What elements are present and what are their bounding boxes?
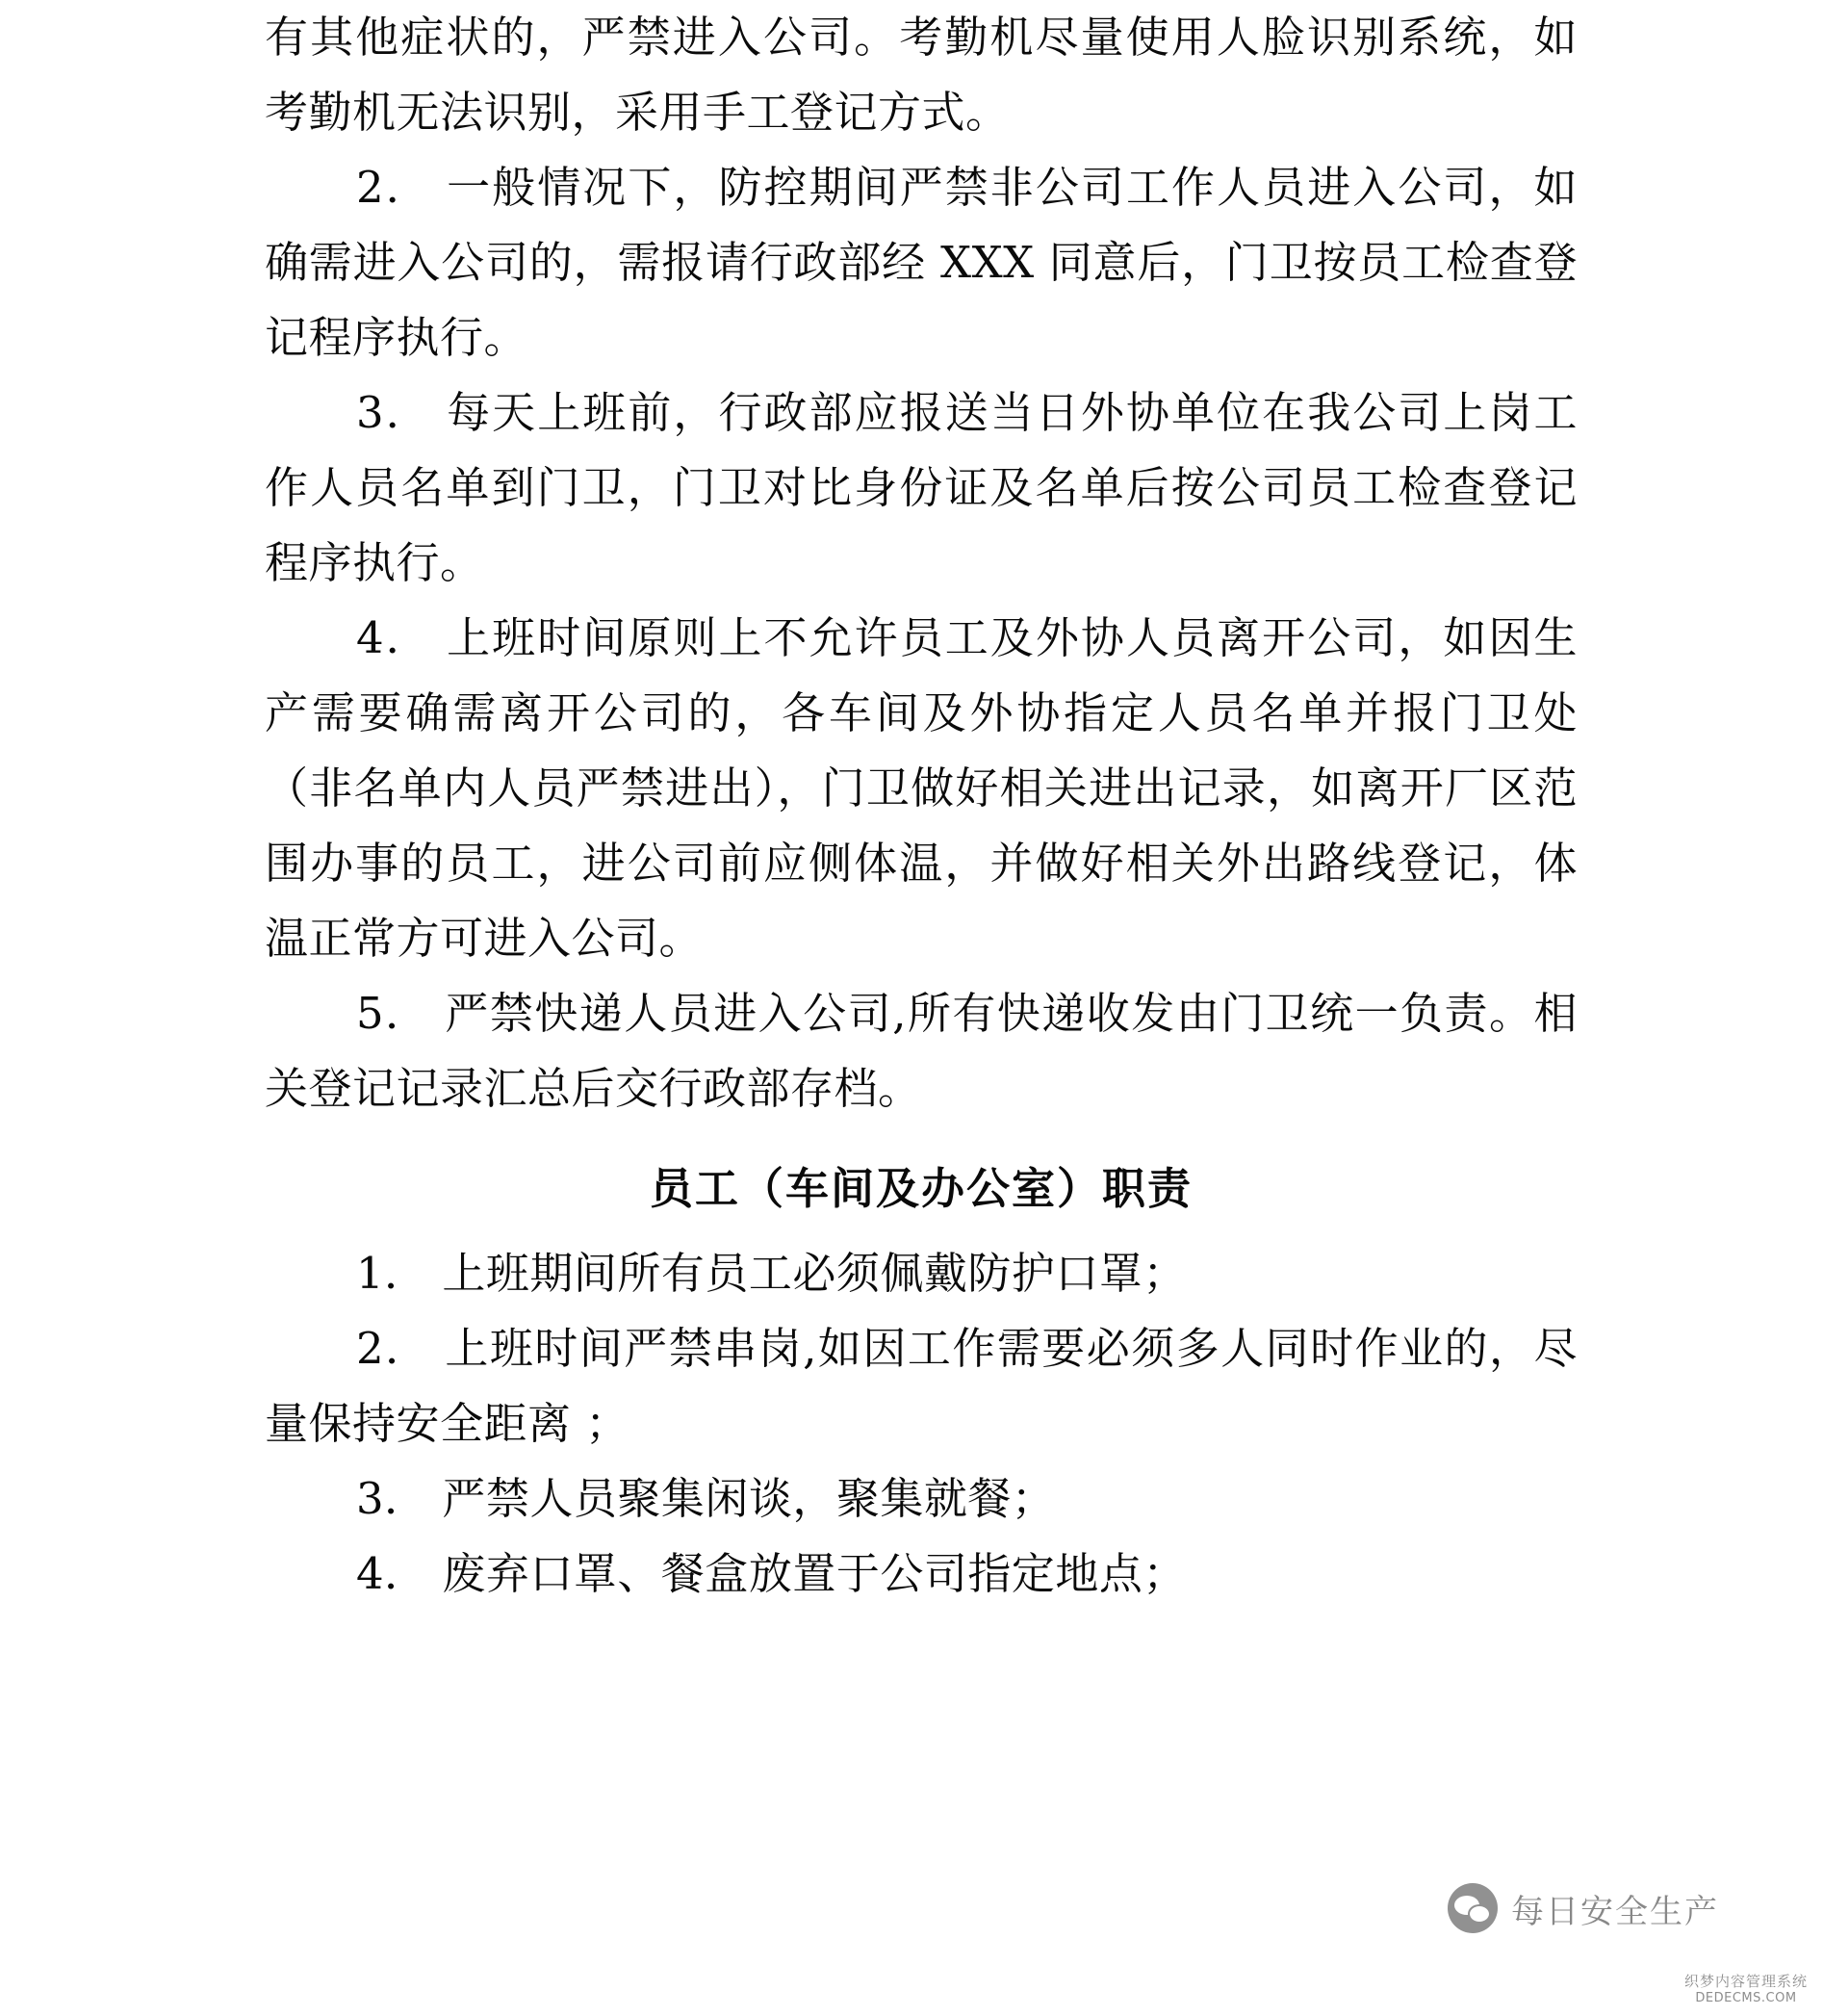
para-staff-item-1: 1． 上班期间所有员工必须佩戴防护口罩；: [356, 1248, 1187, 1299]
para-staff-item-3: 3． 严禁人员聚集闲谈，聚集就餐；: [356, 1473, 1056, 1524]
wechat-icon: [1448, 1883, 1498, 1933]
para-item-2: 2． 一般情况下，防控期间严禁非公司工作人员进入公司，如确需进入公司的，需报请行政部经 XXX 同意后，门卫按员工检查登记程序执行。: [265, 162, 1578, 363]
para-staff-item-2: 2． 上班时间严禁串岗,如因工作需要必须多人同时作业的，尽量保持安全距离 ；: [265, 1323, 1578, 1449]
para-staff-item-4: 4． 废弃口罩、餐盒放置于公司指定地点；: [356, 1548, 1187, 1599]
cms-watermark-line1: 织梦内容管理系统: [1683, 1973, 1808, 1990]
para-item-4: 4． 上班时间原则上不允许员工及外协人员离开公司，如因生产需要确需离开公司的，各车间及外协指定人员名单并报门卫处（非名单内人员严禁进出），门卫做好相关进出记录，如离开厂区范围办事的员工，进公司前应侧体温，并做好相关外出路线登记，体温正常方可进入公司。: [265, 612, 1578, 964]
para-item-3: 3． 每天上班前，行政部应报送当日外协单位在我公司上岗工作人员名单到门卫，门卫对比身份证及名单后按公司员工检查登记程序执行。: [265, 387, 1578, 588]
wechat-watermark: [1448, 1883, 1719, 1933]
cms-watermark: [1684, 1973, 1808, 2006]
wechat-account-name: 每日安全生产: [1511, 1892, 1719, 1931]
section-heading: 员工（车间及办公室）职责: [649, 1163, 1193, 1214]
cms-watermark-line2: DEDECMS.COM: [1695, 1990, 1797, 2005]
para-continued-1: 有其他症状的，严禁进入公司。考勤机尽量使用人脸识别系统，如考勤机无法识别，采用手工登记方式。: [265, 12, 1578, 138]
para-item-5: 5． 严禁快递人员进入公司,所有快递收发由门卫统一负责。相关登记记录汇总后交行政部存档。: [265, 988, 1578, 1114]
